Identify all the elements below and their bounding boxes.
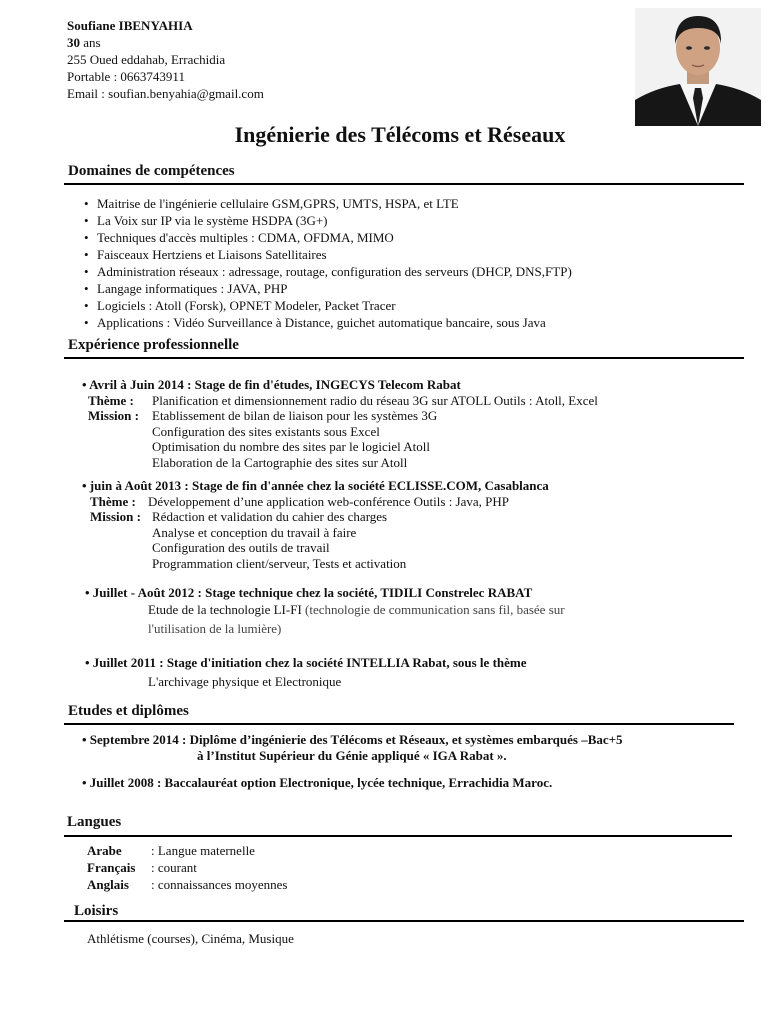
experience-rule (64, 357, 744, 359)
mission-line: Configuration des outils de travail (152, 540, 330, 555)
age-number: 30 (67, 35, 80, 50)
mission-label: Mission : (88, 408, 139, 423)
hobbies-text: Athlétisme (courses), Cinéma, Musique (87, 931, 294, 946)
diploma-item: • Juillet 2008 : Baccalauréat option Electronique, lycée technique, Errachidia Maroc. (82, 775, 553, 790)
experience-item (82, 478, 549, 571)
experience-item (85, 655, 527, 689)
list-item: • Techniques d'accès multiples : CDMA, OFDMA, MIMO (84, 229, 572, 246)
theme-label: Thème : (90, 493, 136, 509)
list-item: • Langage informatiques : JAVA, PHP (84, 280, 572, 297)
table-row (87, 876, 287, 893)
experience-description: L'archivage physique et Electronique (148, 673, 342, 689)
language-name: Arabe (87, 843, 122, 858)
etudes-rule (64, 723, 734, 725)
language-name: Anglais (87, 877, 129, 892)
loisirs-rule (64, 920, 744, 922)
diploma-item (82, 732, 623, 763)
email: Email : soufian.benyahia@gmail.com (67, 86, 264, 101)
experience-heading: Expérience professionnelle (68, 337, 239, 353)
mission-line: Etablissement de bilan de liaison pour les systèmes 3G (152, 408, 438, 423)
languages-table (87, 842, 287, 893)
list-item: • Administration réseaux : adressage, routage, configuration des serveurs (DHCP, DNS,FTP) (84, 263, 572, 280)
mission-label: Mission : (90, 509, 141, 524)
address: 255 Oued eddahab, Errachidia (67, 52, 226, 67)
mission-line: Programmation client/serveur, Tests et activation (152, 555, 407, 571)
experience-item (82, 377, 598, 470)
page-title: Ingénierie des Télécoms et Réseaux (234, 122, 566, 147)
language-name: Français (87, 860, 136, 875)
description-detail-2: l'utilisation de la lumière) (148, 621, 282, 636)
list-item: • La Voix sur IP via le système HSDPA (3G+) (84, 212, 572, 229)
theme-text: Développement d’une application web-conférence Outils : Java, PHP (148, 493, 509, 509)
experience-description (85, 602, 565, 618)
mission-line: Configuration des sites existants sous Excel (152, 423, 380, 439)
mission-line: Elaboration de la Cartographie des sites sur Atoll (152, 454, 408, 470)
experience-head: • Juillet - Août 2012 : Stage technique chez la société, TIDILI Constrelec RABAT (85, 585, 533, 600)
contact-block (67, 17, 264, 102)
list-item: • Logiciels : Atoll (Forsk), OPNET Modeler, Packet Tracer (84, 297, 572, 314)
age-unit: ans (80, 35, 101, 50)
experience-mission (82, 408, 598, 424)
mission-line: Rédaction et validation du cahier des charges (152, 509, 388, 524)
langues-rule (64, 835, 732, 837)
experience-theme (82, 393, 598, 409)
diploma-line: à l’Institut Supérieur du Génie appliqué « IGA Rabat ». (197, 747, 507, 763)
mission-line: Optimisation du nombre des sites par le logiciel Atoll (152, 439, 431, 454)
candidate-name: Soufiane IBENYAHIA (67, 18, 193, 33)
language-level: : connaissances moyennes (151, 877, 288, 892)
table-row (87, 859, 287, 876)
competences-rule (64, 183, 744, 185)
experience-theme (82, 494, 549, 510)
diploma-line: • Septembre 2014 : Diplôme d’ingénierie des Télécoms et Réseaux, et systèmes embarqués –Bac+5 (82, 732, 623, 747)
list-item: • Faisceaux Hertziens et Liaisons Satellitaires (84, 246, 572, 263)
theme-text: Planification et dimensionnement radio du réseau 3G sur ATOLL Outils : Atoll, Excel (152, 392, 598, 408)
experience-head: • Avril à Juin 2014 : Stage de fin d'études, INGECYS Telecom Rabat (82, 377, 461, 392)
langues-heading: Langues (67, 814, 122, 830)
language-level: : Langue maternelle (151, 843, 255, 858)
skills-list (84, 195, 572, 331)
loisirs-heading: Loisirs (74, 903, 119, 919)
list-item: • Maitrise de l'ingénierie cellulaire GSM,GPRS, UMTS, HSPA, et LTE (84, 195, 572, 212)
phone: Portable : 0663743911 (67, 69, 185, 84)
theme-label: Thème : (88, 392, 134, 408)
experience-head: • Juillet 2011 : Stage d'initiation chez la société INTELLIA Rabat, sous le thème (85, 655, 527, 670)
age (67, 34, 264, 51)
experience-mission (82, 509, 549, 525)
description-detail: (technologie de communication sans fil, basée sur (301, 601, 565, 617)
language-level: : courant (151, 860, 197, 875)
experience-head: • juin à Août 2013 : Stage de fin d'année chez la société ECLISSE.COM, Casablanca (82, 478, 549, 493)
etudes-heading: Etudes et diplômes (68, 703, 189, 719)
profile-photo (635, 8, 761, 126)
table-row (87, 842, 287, 859)
mission-line: Analyse et conception du travail à faire (152, 524, 357, 540)
experience-item (85, 585, 565, 637)
competences-heading: Domaines de compétences (68, 163, 235, 179)
list-item: • Applications : Vidéo Surveillance à Distance, guichet automatique bancaire, sous Java (84, 314, 572, 331)
description-main: Etude de la technologie LI-FI (148, 601, 302, 617)
